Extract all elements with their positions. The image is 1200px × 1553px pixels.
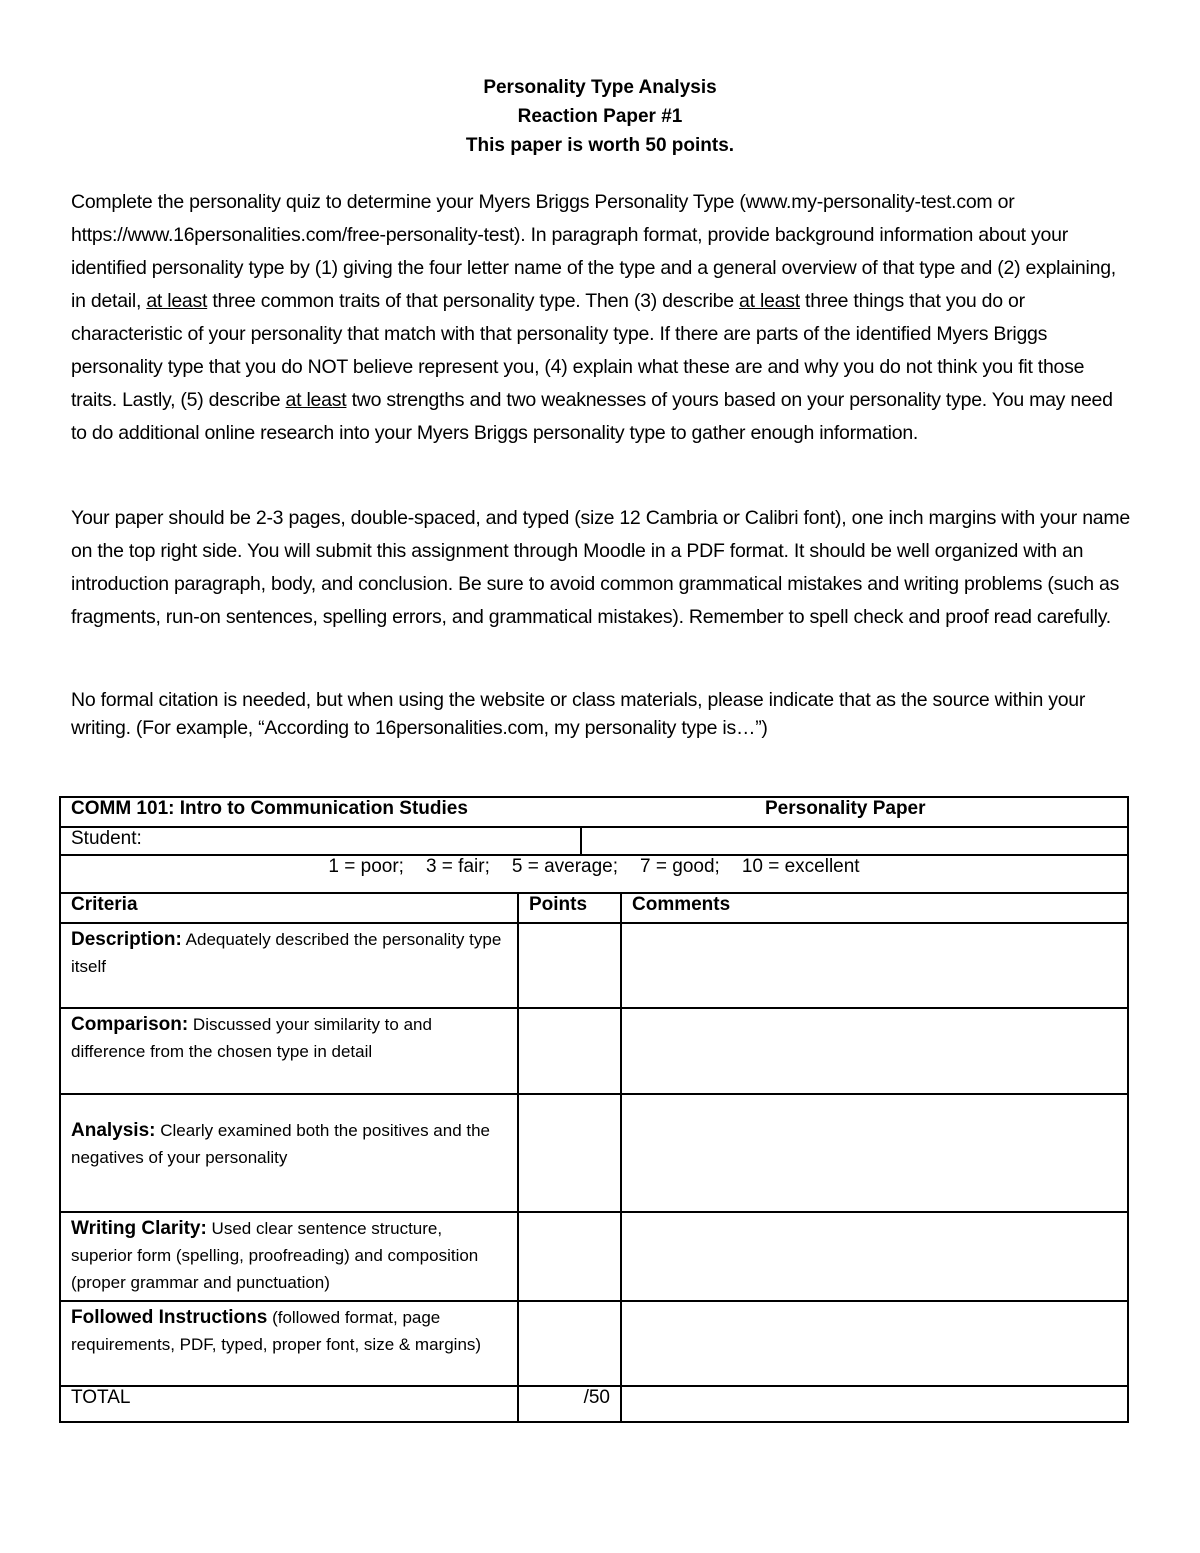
- paper-name: Personality Paper: [765, 798, 926, 819]
- document-header: [0, 73, 1200, 160]
- points-cell[interactable]: [518, 1094, 621, 1212]
- scale-fair: 3 = fair;: [425, 856, 490, 877]
- instructions-paragraph-1: [71, 186, 1131, 450]
- comments-cell[interactable]: [621, 923, 1128, 1008]
- criterion-title: Analysis:: [71, 1120, 156, 1141]
- comments-cell[interactable]: [621, 1008, 1128, 1094]
- course-name: COMM 101: Intro to Communication Studies: [71, 798, 468, 819]
- instructions-paragraph-3: No formal citation is needed, but when using the website or class materials, please indicate that as the source within your writing. (For example, “According to 16personalities.com, my personality type is…”): [71, 689, 1086, 739]
- grading-rubric-table: [59, 796, 1129, 1423]
- points-cell[interactable]: [518, 923, 621, 1008]
- points-worth: This paper is worth 50 points.: [465, 135, 735, 156]
- rubric-row-writing-clarity: [60, 1212, 1128, 1301]
- student-label-cell: [60, 827, 581, 855]
- p1-text-c: three things that you do or characteristic of your personality that match with that personality type. If there are parts of the identified Myers Briggs personality type that you do NOT believe represent you, (4) explain what these are and why you do not think you fit those traits. Lastly, (5) describe: [71, 290, 1085, 411]
- rubric-student-row: [60, 827, 1128, 855]
- rubric-course-cell: [60, 797, 1128, 827]
- criterion-title: Description:: [71, 929, 182, 950]
- p1-text-a: Complete the personality quiz to determine your Myers Briggs Personality Type (www.my-personality-test.com or https://www.16personalities.com/free-personality-test). In paragraph format, provide background information about your identified personality type by (1) giving the four letter name of the type and a general overview of that type and (2) explaining, in detail,: [71, 191, 1116, 312]
- criterion-description: [60, 923, 518, 1008]
- rubric-header-row: [60, 893, 1128, 923]
- p1-underline-2: at least: [739, 290, 800, 312]
- document-title: Personality Type Analysis: [483, 77, 717, 98]
- criterion-desc: Clearly examined both the positives and the negatives of your personality: [71, 1121, 491, 1167]
- criterion-title: Comparison:: [71, 1014, 189, 1035]
- points-header: Points: [518, 893, 621, 923]
- criterion-desc: Adequately described the personality type itself: [71, 930, 502, 976]
- scale-good: 7 = good;: [640, 856, 720, 877]
- points-cell[interactable]: [518, 1212, 621, 1301]
- rubric-row-analysis: [60, 1094, 1128, 1212]
- rubric-row-comparison: [60, 1008, 1128, 1094]
- criterion-desc: Used clear sentence structure, superior form (spelling, proofreading) and composition (proper grammar and punctuation): [71, 1219, 479, 1292]
- criterion-comparison: [60, 1008, 518, 1094]
- total-comments-cell[interactable]: [621, 1386, 1128, 1422]
- rubric-row-description: [60, 923, 1128, 1008]
- comments-header: Comments: [621, 893, 1128, 923]
- p1-underline-1: at least: [146, 290, 208, 312]
- p1-underline-3: at least: [285, 389, 347, 411]
- criterion-desc: Discussed your similarity to and difference from the chosen type in detail: [71, 1015, 432, 1061]
- scale-average: 5 = average;: [511, 856, 619, 877]
- student-label: Student:: [71, 828, 142, 849]
- scale-excellent: 10 = excellent: [741, 856, 860, 877]
- instructions-paragraph-2: Your paper should be 2-3 pages, double-spaced, and typed (size 12 Cambria or Calibri font), one inch margins with your name on the top right side. You will submit this assignment through Moodle in a PDF format. It should be well organized with an introduction paragraph, body, and conclusion. Be sure to avoid common grammatical mistakes and writing problems (such as fragments, run-on sentences, spelling errors, and grammatical mistakes). Remember to spell check and proof read carefully.: [71, 507, 1130, 628]
- rubric-row-followed-instructions: [60, 1301, 1128, 1386]
- p1-text-d: two strengths and two weaknesses of yours based on your personality type. You may need to do additional online research into your Myers Briggs personality type to gather enough information.: [71, 389, 1113, 444]
- rubric-total-row: [60, 1386, 1128, 1422]
- criterion-followed-instructions: [60, 1301, 518, 1386]
- p1-text-b: three common traits of that personality type. Then (3) describe: [207, 290, 740, 312]
- points-cell[interactable]: [518, 1301, 621, 1386]
- total-label: TOTAL: [60, 1386, 518, 1422]
- rubric-scale-row: [60, 855, 1128, 893]
- total-points: /50: [518, 1386, 621, 1422]
- criteria-header: Criteria: [60, 893, 518, 923]
- scale-poor: 1 = poor;: [328, 856, 404, 877]
- criterion-title: Writing Clarity:: [71, 1218, 207, 1239]
- rating-scale: [60, 855, 1128, 893]
- comments-cell[interactable]: [621, 1094, 1128, 1212]
- comments-cell[interactable]: [621, 1212, 1128, 1301]
- criterion-title: Followed Instructions: [71, 1307, 268, 1328]
- rubric-course-row: [60, 797, 1128, 827]
- criterion-writing-clarity: [60, 1212, 518, 1301]
- document-subtitle: Reaction Paper #1: [517, 106, 683, 127]
- criterion-analysis: [60, 1094, 518, 1212]
- points-cell[interactable]: [518, 1008, 621, 1094]
- comments-cell[interactable]: [621, 1301, 1128, 1386]
- criterion-desc: (followed format, page requirements, PDF, typed, proper font, size & margins): [71, 1308, 482, 1354]
- student-name-field[interactable]: [581, 827, 1128, 855]
